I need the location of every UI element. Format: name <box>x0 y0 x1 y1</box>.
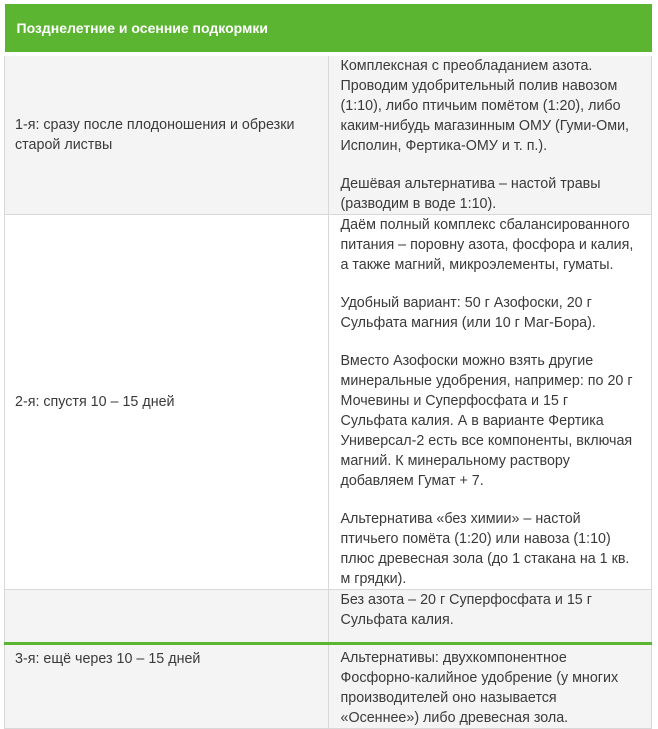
stage-cell: 1-я: сразу после плодоношения и обрезки старой листвы <box>5 54 329 215</box>
stage-cell: 2-я: спустя 10 – 15 дней <box>5 215 329 590</box>
description-cell <box>328 54 652 215</box>
description-cell <box>328 215 652 590</box>
description-paragraph: Даём полный комплекс сбалансированного питания – поровну азота, фосфора и калия, а также магний, микроэлементы, гуматы. <box>340 217 634 273</box>
description-paragraph: Альтернатива «без химии» – настой птичьего помёта (1:20) или навоза (1:10) плюс древесная зола (до 1 стакана на 1 кв. м грядки). <box>340 511 630 587</box>
table-title: Позднелетние и осенние подкормки <box>5 4 652 54</box>
description-paragraph: Комплексная с преобладанием азота. Проводим удобрительный полив навозом (1:10), либо птичьим помётом (1:20), либо каким-нибудь магазинным ОМУ (Гуми-Оми, Исполин, Фертика-ОМУ и т. п.). <box>340 58 630 154</box>
stage-cell: 3-я: ещё через 10 – 15 дней <box>5 590 329 729</box>
description-paragraph: Вместо Азофоски можно взять другие минеральные удобрения, например: по 20 г Мочевины и Суперфосфата и 15 г Сульфата калия. А в варианте Фертика Универсал-2 есть все компоненты, включая магний. К минеральному раствору добавляем Гумат + 7. <box>340 353 633 489</box>
table-row <box>5 54 652 215</box>
table-row <box>5 590 652 729</box>
description-paragraph: Удобный вариант: 50 г Азофоски, 20 г Сульфата магния (или 10 г Маг-Бора). <box>340 295 596 331</box>
description-paragraph: Дешёвая альтернатива – настой травы (разводим в воде 1:10). <box>340 176 601 212</box>
table-bottom-bar <box>4 642 652 645</box>
description-cell <box>328 590 652 729</box>
table-header-row <box>5 4 652 54</box>
table-row <box>5 215 652 590</box>
feeding-table <box>4 4 652 729</box>
description-paragraph: Без азота – 20 г Суперфосфата и 15 г Сульфата калия. <box>340 592 592 628</box>
description-paragraph: Альтернативы: двухкомпонентное Фосфорно-калийное удобрение (у многих производителей оно называется «Осеннее») либо древесная зола. <box>340 650 619 726</box>
